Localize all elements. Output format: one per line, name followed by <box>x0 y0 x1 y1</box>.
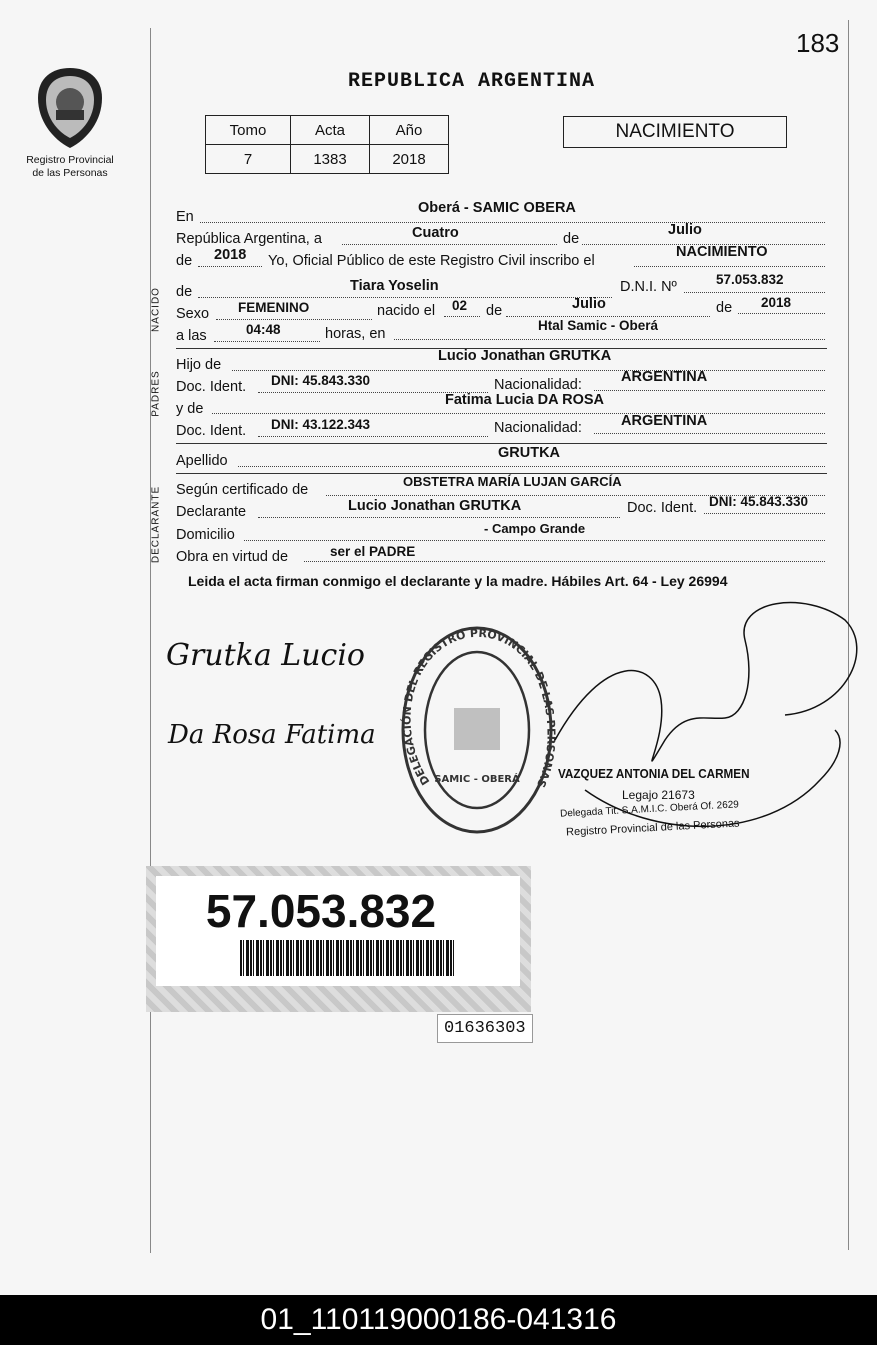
mother-signature: Da Rosa Fatima <box>168 720 376 750</box>
certificado-value: OBSTETRA MARÍA LUJAN GARCÍA <box>403 474 622 489</box>
hour-dots <box>214 341 320 342</box>
header-acta: Acta <box>291 116 370 145</box>
decl-doc-value: DNI: 45.843.330 <box>709 494 809 509</box>
page-number: 183 <box>796 28 840 58</box>
place-value: Htal Samic - Oberá <box>538 318 659 333</box>
birth-month-dots <box>506 316 710 317</box>
dni-value: 57.053.832 <box>716 272 784 287</box>
logo-caption-1: Registro Provincial <box>26 154 114 166</box>
left-margin-line <box>150 28 151 1253</box>
country-title: REPUBLICA ARGENTINA <box>348 70 596 93</box>
father-doc: DNI: 45.843.330 <box>271 373 371 388</box>
sexo-value: FEMENINO <box>238 300 310 315</box>
serial-number: 01636303 <box>437 1014 533 1043</box>
place-dots <box>394 339 825 340</box>
header-tomo: Tomo <box>206 116 291 145</box>
official-legajo: Legajo 21673 <box>622 788 695 802</box>
father-name: Lucio Jonathan GRUTKA <box>438 348 612 364</box>
nacionalidad-label-1: Nacionalidad: <box>494 377 582 393</box>
hijo-label: Hijo de <box>176 357 222 373</box>
name-dots <box>198 297 612 298</box>
official-role: Delegada Tit. S.A.M.I.C. Oberá Of. 2629 <box>559 799 740 820</box>
seal-ring-text: DELEGACIÓN DEL REGISTRO PROVINCIAL DE LAS SONAS <box>400 626 556 790</box>
apellido-dots <box>238 466 825 467</box>
day-dots <box>342 244 557 245</box>
dni-label: D.N.I. Nº <box>620 279 677 295</box>
domicilio-value: - Campo Grande <box>484 521 586 536</box>
hour-value: 04:48 <box>246 322 281 337</box>
declarante-label: Declarante <box>176 504 247 520</box>
id-number: 57.053.832 <box>205 885 437 937</box>
seal-graphic <box>398 622 556 838</box>
oficial-text: Yo, Oficial Público de este Registro Civil inscribo el <box>268 253 595 269</box>
sexo-label: Sexo <box>176 306 210 322</box>
year-value: 2018 <box>214 247 247 263</box>
decl-doc-label: Doc. Ident. <box>627 500 698 516</box>
a-las-label: a las <box>176 328 207 344</box>
divider-padres <box>176 443 827 444</box>
barcode <box>240 940 454 976</box>
province-logo <box>26 62 114 179</box>
month-value: Julio <box>668 222 702 238</box>
en-label: En <box>176 209 194 225</box>
father-nat-dots <box>594 390 825 391</box>
birth-day-value: 02 <box>452 298 468 313</box>
en-value: Oberá - SAMIC OBERA <box>418 200 576 216</box>
horas-en-label: horas, en <box>325 326 386 342</box>
y-de-label: y de <box>176 401 204 417</box>
seal-inner-text: SAMIC - OBERÁ <box>434 774 520 785</box>
apellido-value: GRUTKA <box>498 445 561 461</box>
value-acta: 1383 <box>291 145 370 174</box>
declarante-value: Lucio Jonathan GRUTKA <box>348 498 522 514</box>
name-value: Tiara Yoselin <box>350 278 439 294</box>
father-nationality: ARGENTINA <box>621 369 708 385</box>
certificado-label: Según certificado de <box>176 482 309 498</box>
en-dots <box>200 222 825 223</box>
inscribo-value: NACIMIENTO <box>676 244 768 260</box>
logo-caption-2: de las Personas <box>32 167 108 179</box>
republica-label: República Argentina, a <box>176 231 322 247</box>
mother-nat-dots <box>594 433 825 434</box>
nacido-el-label: nacido el <box>377 303 436 319</box>
id-sticker-inner <box>156 876 520 986</box>
father-signature: Grutka Lucio <box>166 638 365 673</box>
de-label-4: de <box>486 303 503 319</box>
mother-nationality: ARGENTINA <box>621 413 708 429</box>
section-nacido: NACIDO <box>150 287 162 332</box>
inscribo-dots <box>634 266 825 267</box>
record-table <box>205 115 449 174</box>
de-label-5: de <box>716 300 733 316</box>
section-declarante: DECLARANTE <box>150 485 162 564</box>
mother-name: Fatima Lucia DA ROSA <box>445 392 604 408</box>
nacionalidad-label-2: Nacionalidad: <box>494 420 582 436</box>
birth-year-dots <box>738 313 825 314</box>
sexo-dots <box>216 319 372 320</box>
apellido-label: Apellido <box>176 453 228 469</box>
declarante-dots <box>258 517 620 518</box>
dni-dots <box>684 292 825 293</box>
footer-band <box>0 1295 877 1345</box>
father-dots <box>232 370 825 371</box>
year-dots <box>198 266 262 267</box>
de-label-2: de <box>176 253 193 269</box>
birth-day-dots <box>444 316 480 317</box>
doc-ident-label-1: Doc. Ident. <box>176 379 247 395</box>
section-padres: PADRES <box>150 370 162 417</box>
official-name: VAZQUEZ ANTONIA DEL CARMEN <box>558 766 750 781</box>
obra-label: Obra en virtud de <box>176 549 289 565</box>
de-label-3: de <box>176 284 193 300</box>
mother-doc-dots <box>258 436 488 437</box>
closing-statement: Leida el acta firman conmigo el declarante y la madre. Hábiles Art. 64 - Ley 26994 <box>188 573 728 589</box>
day-value: Cuatro <box>412 225 459 241</box>
id-sticker <box>146 866 531 1012</box>
value-ano: 2018 <box>370 145 449 174</box>
domicilio-dots <box>244 540 825 541</box>
decl-doc-dots <box>704 513 825 514</box>
footer-code: 01_110119000186-041316 <box>260 1303 617 1336</box>
value-tomo: 7 <box>206 145 291 174</box>
header-ano: Año <box>370 116 449 145</box>
record-type-box: NACIMIENTO <box>563 116 787 148</box>
mother-doc: DNI: 43.122.343 <box>271 417 371 432</box>
birth-month-value: Julio <box>572 296 606 312</box>
doc-ident-label-2: Doc. Ident. <box>176 423 247 439</box>
shield-emblem-icon <box>30 62 110 154</box>
mother-dots <box>212 413 825 414</box>
official-registry: Registro Provincial de las Personas <box>565 817 740 839</box>
domicilio-label: Domicilio <box>176 527 235 543</box>
birth-year-value: 2018 <box>761 295 792 310</box>
de-label-1: de <box>563 231 580 247</box>
obra-dots <box>304 561 825 562</box>
obra-value: ser el PADRE <box>330 544 416 559</box>
registry-seal <box>398 622 556 838</box>
